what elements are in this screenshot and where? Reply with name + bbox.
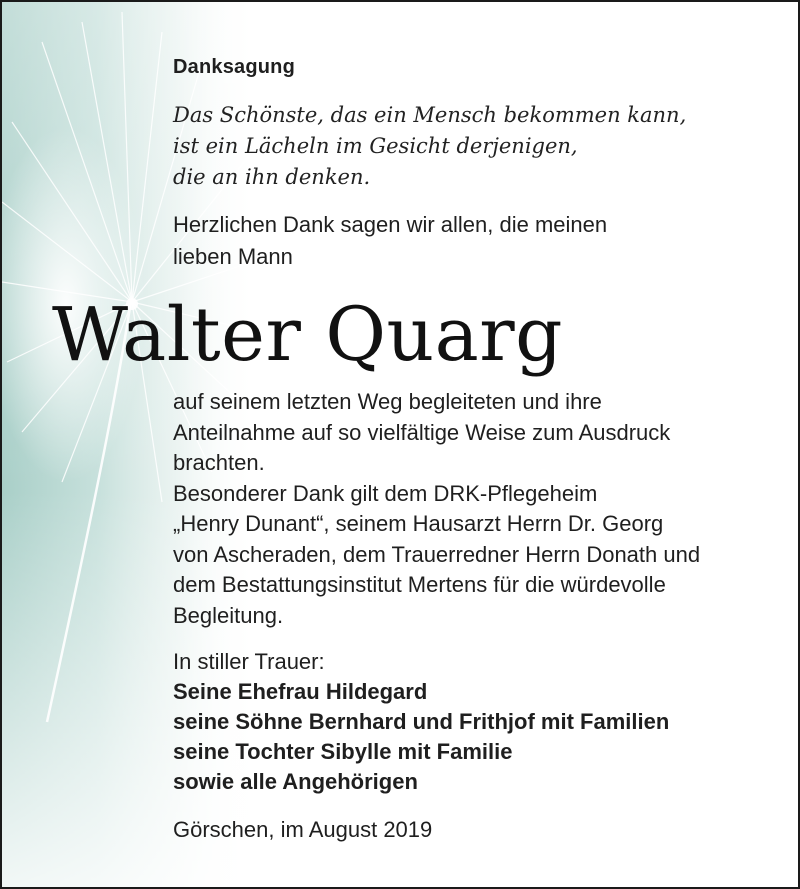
body-line: auf seinem letzten Weg begleiteten und ihre xyxy=(173,389,602,414)
body-line: Anteilnahme auf so vielfältige Weise zum Ausdruck xyxy=(173,419,671,445)
mourner-entry: seine Söhne Bernhard und Frithjof mit Familien xyxy=(173,709,670,734)
mourning-label: In stiller Trauer: xyxy=(173,649,325,674)
place-date-line: Görschen, im August 2019 xyxy=(173,817,433,842)
quote-line: ist ein Lächeln im Gesicht derjenigen, xyxy=(173,134,578,158)
body-line: Begleitung. xyxy=(173,602,284,628)
quote-line: Das Schönste, das ein Mensch bekommen kann, xyxy=(173,103,687,127)
body-line: dem Bestattungsinstitut Mertens für die würdevolle xyxy=(173,572,666,597)
body-line: brachten. xyxy=(173,450,265,475)
mourner-entry: sowie alle Angehörigen xyxy=(173,769,418,794)
deceased-name: Walter Quarg xyxy=(52,292,564,378)
intro-line: lieben Mann xyxy=(173,244,293,269)
thanks-intro xyxy=(173,209,607,273)
intro-line: Herzlichen Dank sagen wir allen, die meinen xyxy=(173,212,608,237)
body-line: Besonderer Dank gilt dem DRK-Pflegeheim xyxy=(173,480,598,506)
mourner-entry: Seine Ehefrau Hildegard xyxy=(173,679,428,704)
place-and-date xyxy=(173,815,432,845)
mourners-list xyxy=(173,647,669,797)
quote-line: die an ihn denken. xyxy=(173,165,371,189)
body-line: „Henry Dunant“, seinem Hausarzt Herrn Dr. Georg xyxy=(173,511,664,536)
body-line: von Ascheraden, dem Trauerredner Herrn Donath und xyxy=(173,541,701,567)
memorial-quote xyxy=(173,100,686,193)
mourner-entry: seine Tochter Sibylle mit Familie xyxy=(173,739,513,764)
notice-heading: Danksagung xyxy=(173,56,296,78)
thanks-body xyxy=(173,387,700,631)
